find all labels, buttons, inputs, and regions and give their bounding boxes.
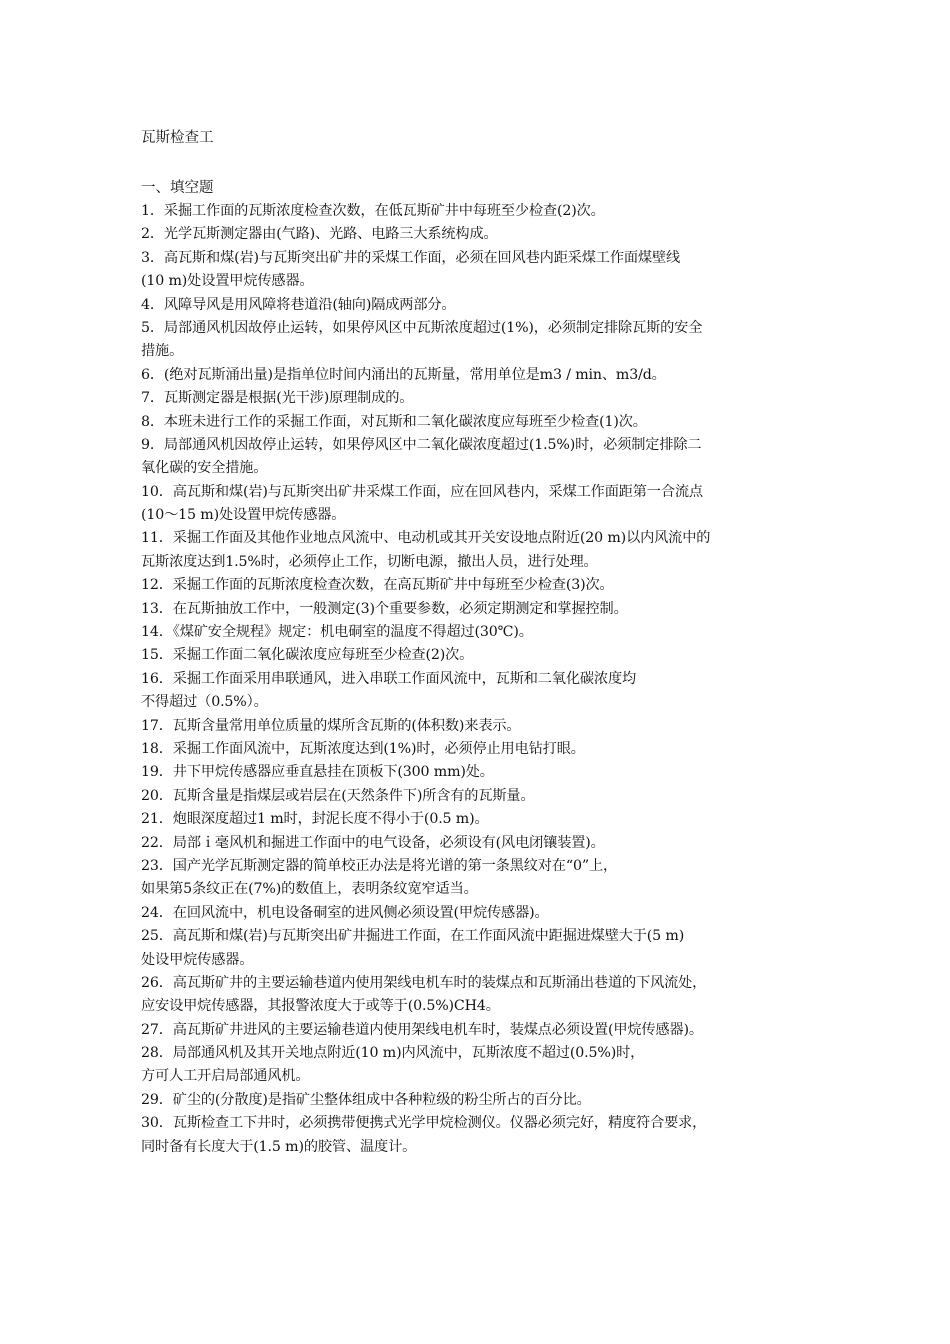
question-line: 1．采掘工作面的瓦斯浓度检查次数，在低瓦斯矿井中每班至少检查(2)次。 <box>141 203 605 219</box>
question-line: 10．高瓦斯和煤(岩)与瓦斯突出矿井采煤工作面，应在回风巷内，采煤工作面距第一合流点 <box>141 483 703 500</box>
question-item <box>141 317 821 364</box>
question-line: 6．(绝对瓦斯涌出量)是指单位时间内涌出的瓦斯量，常用单位是m3 / min、m3/d。 <box>141 366 666 383</box>
question-item <box>141 785 821 808</box>
question-line: 30．瓦斯检查工下井时，必须携带便携式光学甲烷检测仪。仪器必须完好，精度符合要求， <box>141 1115 707 1132</box>
question-line: 2．光学瓦斯测定器由(气路)、光路、电路三大系统构成。 <box>141 226 498 243</box>
question-list <box>141 200 821 1159</box>
document-title: 瓦斯检查工 <box>141 130 214 146</box>
question-item <box>141 411 821 434</box>
question-item <box>141 761 821 784</box>
question-line: 20．瓦斯含量是指煤层或岩层在(天然条件下)所含有的瓦斯量。 <box>141 787 535 804</box>
question-line: 17．瓦斯含量常用单位质量的煤所含瓦斯的(体积数)来表示。 <box>141 717 521 734</box>
question-line: 22．局部ｉ毫风机和掘进工作面中的电气设备，必须设有(风电闭镶装置)。 <box>141 834 605 851</box>
question-line: 24．在回风流中，机电设备硐室的进风侧必须设置(甲烷传感器)。 <box>141 904 549 921</box>
question-item <box>141 1042 821 1089</box>
question-item <box>141 855 821 902</box>
question-item <box>141 902 821 925</box>
question-line: 28．局部通风机及其开关地点附近(10 m)内风流中，瓦斯浓度不超过(0.5%)时， <box>141 1045 645 1062</box>
question-line: 氧化碳的安全措施。 <box>141 460 268 477</box>
question-line: 8．本班未进行工作的采掘工作面，对瓦斯和二氧化碳浓度应每班至少检查(1)次。 <box>141 413 647 430</box>
question-line: 9．局部通风机因故停止运转，如果停风区中二氧化碳浓度超过(1.5%)时，必须制定排除二 <box>141 436 702 453</box>
question-line: 7．瓦斯测定器是根据(光干涉)原理制成的。 <box>141 390 414 407</box>
question-line: 如果第5条纹正在(7%)的数值上，表明条纹宽窄适当。 <box>141 881 478 898</box>
question-line: 15．采掘工作面二氧化碳浓度应每班至少检查(2)次。 <box>141 647 474 664</box>
question-line: 不得超过（0.5%）。 <box>141 694 268 711</box>
question-item <box>141 574 821 597</box>
question-item <box>141 598 821 621</box>
question-line: 3．高瓦斯和煤(岩)与瓦斯突出矿井的采煤工作面，必须在回风巷内距采煤工作面煤壁线 <box>141 249 681 266</box>
question-line: 13．在瓦斯抽放工作中，一般测定(3)个重要参数，必须定期测定和掌握控制。 <box>141 600 628 617</box>
question-item <box>141 387 821 410</box>
question-item <box>141 644 821 667</box>
question-item <box>141 1089 821 1112</box>
question-line: 4．风障导风是用风障将巷道沿(轴向)隔成两部分。 <box>141 296 456 313</box>
question-item <box>141 200 821 223</box>
question-item <box>141 364 821 387</box>
question-item <box>141 1112 821 1159</box>
question-item <box>141 925 821 972</box>
question-item <box>141 715 821 738</box>
question-line: 5．局部通风机因故停止运转，如果停风区中瓦斯浓度超过(1%)，必须制定排除瓦斯的安全 <box>141 319 703 336</box>
question-line: 应安设甲烷传感器，其报警浓度大于或等于(0.5%)CH4。 <box>141 998 500 1015</box>
question-item <box>141 223 821 246</box>
question-line: 19．井下甲烷传感器应垂直悬挂在顶板下(300 mm)处。 <box>141 764 494 781</box>
question-line: 25．高瓦斯和煤(岩)与瓦斯突出矿井掘进工作面，在工作面风流中距掘进煤壁大于(5 m) <box>141 928 685 945</box>
question-item <box>141 481 821 528</box>
question-line: 29．矿尘的(分散度)是指矿尘整体组成中各种粒级的粉尘所占的百分比。 <box>141 1091 591 1108</box>
question-item <box>141 808 821 831</box>
question-line: 同时备有长度大于(1.5 m)的胶管、温度计。 <box>141 1138 417 1155</box>
question-line: 26．高瓦斯矿井的主要运输巷道内使用架线电机车时的装煤点和瓦斯涌出巷道的下风流处， <box>141 974 707 991</box>
question-line: 18．采掘工作面风流中，瓦斯浓度达到(1%)时，必须停止用电钻打眼。 <box>141 740 585 757</box>
question-line: 12．采掘工作面的瓦斯浓度检查次数，在高瓦斯矿井中每班至少检查(3)次。 <box>141 577 614 594</box>
question-item <box>141 294 821 317</box>
question-item <box>141 1019 821 1042</box>
question-line: 方可人工开启局部通风机。 <box>141 1068 310 1085</box>
question-item <box>141 738 821 761</box>
question-line: 16．采掘工作面采用串联通风，进入串联工作面风流中，瓦斯和二氧化碳浓度均 <box>141 670 637 687</box>
question-line: 瓦斯浓度达到1.5%时，必须停止工作，切断电源，撤出人员，进行处理。 <box>141 553 598 570</box>
question-item <box>141 972 821 1019</box>
question-line: 27．高瓦斯矿井进风的主要运输巷道内使用架线电机车时，装煤点必须设置(甲烷传感器)。 <box>141 1021 703 1038</box>
question-line: (10～15 m)处设置甲烷传感器。 <box>141 507 346 524</box>
document-page <box>141 126 821 1159</box>
question-line: 处设甲烷传感器。 <box>141 951 254 968</box>
question-line: 14．《煤矿安全规程》规定：机电硐室的温度不得超过(30℃)。 <box>141 624 533 641</box>
question-line: (10 m)处设置甲烷传感器。 <box>141 273 314 290</box>
question-line: 21．炮眼深度超过1 m时，封泥长度不得小于(0.5 m)。 <box>141 811 489 828</box>
section-heading: 一、填空题 <box>141 180 214 196</box>
question-item <box>141 247 821 294</box>
question-line: 措施。 <box>141 343 184 360</box>
question-item <box>141 621 821 644</box>
question-item <box>141 434 821 481</box>
question-line: 23．国产光学瓦斯测定器的简单校正办法是将光谱的第一条黑纹对在“0”上， <box>141 857 618 874</box>
question-item <box>141 527 821 574</box>
question-item <box>141 832 821 855</box>
question-line: 11．采掘工作面及其他作业地点风流中、电动机或其开关安设地点附近(20 m)以内风流中的 <box>141 530 711 547</box>
question-item <box>141 668 821 715</box>
